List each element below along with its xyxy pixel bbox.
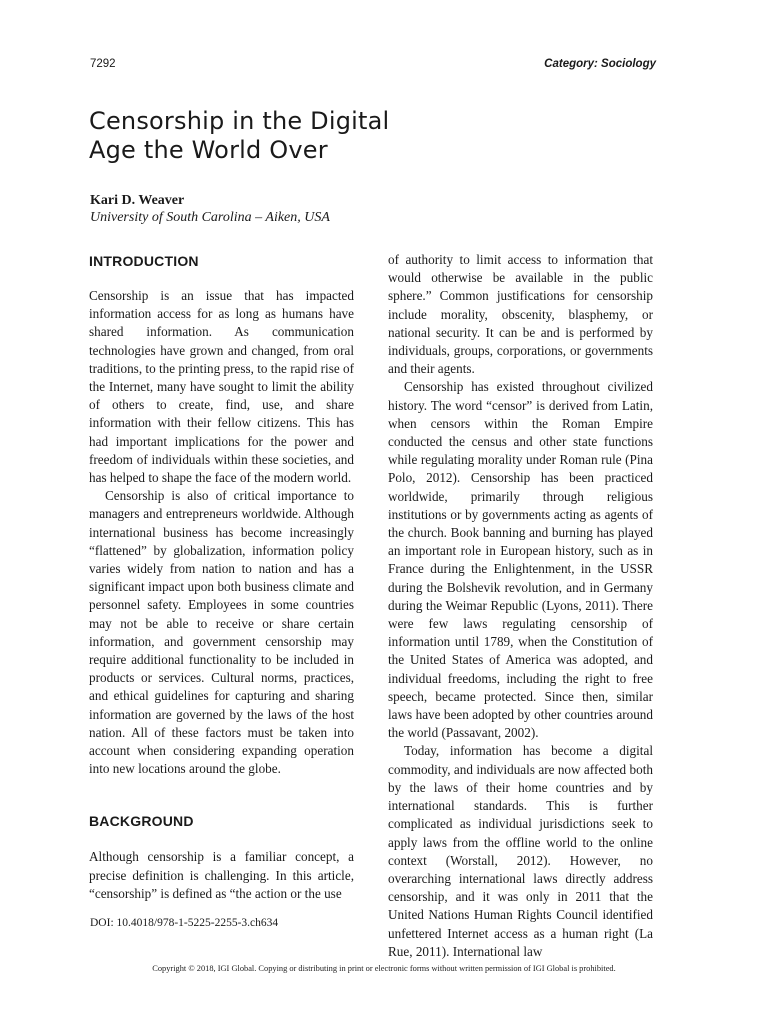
right-column — [388, 251, 653, 961]
title-line-1: Censorship in the Digital — [89, 107, 390, 135]
background-paragraph-1: Although censorship is a familiar concept, a precise definition is challenging. In this article, “censorship” is defined as “the action or the use — [89, 849, 354, 901]
author-name: Kari D. Weaver — [90, 193, 185, 208]
introduction-heading: INTRODUCTION — [89, 253, 199, 269]
intro-paragraph-1: Censorship is an issue that has impacted information access for as long as humans have shared information. As communication technologies have grown and changed, from oral traditions, to the printing press, to the rapid rise of the Internet, many have sought to limit the ability of others to create, find, use, and share information with their fellow citizens. This has had important implications for the power and freedom of individuals within these societies, and has helped to shape the face of the modern world. — [89, 288, 354, 486]
right-paragraph-2: Censorship has existed throughout civilized history. The word “censor” is derived from Latin, when censors within the Roman Empire conducted the census and other state functions while regulating morality under Roman rule (Pina Polo, 2012). Censorship has been practiced worldwide, primarily through religious institutions or by governments acting as agents of the church. Book banning and burning has played an important role in European history, such as in France during the Enlightenment, in the USSR during the Bolshevik revolution, and in Germany during the Weimar Republic (Lyons, 2011). There were few laws regulating censorship of information until 1789, when the Constitution of the United States of America was adopted, and individual freedoms, including the right to free speech, became protected. Since then, similar laws have been adopted by other countries around the world (Passavant, 2002). — [388, 379, 653, 741]
title-line-2: Age the World Over — [89, 136, 328, 164]
category-label: Category: Sociology — [544, 58, 656, 70]
background-heading: BACKGROUND — [89, 813, 194, 830]
left-column — [89, 251, 354, 903]
doi-text: DOI: 10.4018/978-1-5225-2255-3.ch634 — [90, 917, 279, 929]
section-spacer — [89, 778, 354, 812]
copyright-notice: Copyright © 2018, IGI Global. Copying or distributing in print or electronic forms without written permission of IGI Global is prohibited. — [152, 964, 616, 973]
article-title — [89, 107, 529, 165]
author-affiliation: University of South Carolina – Aiken, USA — [90, 210, 330, 225]
right-paragraph-1: of authority to limit access to information that would otherwise be available in the public sphere.” Common justifications for censorship include morality, obscenity, blasphemy, or national security. It can be and is performed by individuals, groups, corporations, or governments and their agents. — [388, 252, 653, 377]
intro-paragraph-2: Censorship is also of critical importance to managers and entrepreneurs worldwide. Although international business has become increasingly “flattened” by globalization, information policy varies widely from nation to nation and has a significant impact upon both business climate and personnel safety. Employees in some countries may not be able to receive or share certain information, and government censorship may require additional functionality to be included in products or services. Cultural norms, practices, and ethical guidelines for capturing and sharing information are governed by the laws of the host nation. All of these factors must be taken into account when considering expanding operation into new locations around the globe. — [89, 488, 354, 777]
right-paragraph-3: Today, information has become a digital commodity, and individuals are now affected both by the laws of their home countries and by international standards. This is further complicated as individual jurisdictions seek to apply laws from the offline world to the online context (Worstall, 2012). However, no overarching international laws directly address censorship, and it was only in 2011 that the United Nations Human Rights Council identified unfettered Internet access as a human right (La Rue, 2011). International law — [388, 743, 653, 959]
page-number: 7292 — [90, 58, 116, 70]
